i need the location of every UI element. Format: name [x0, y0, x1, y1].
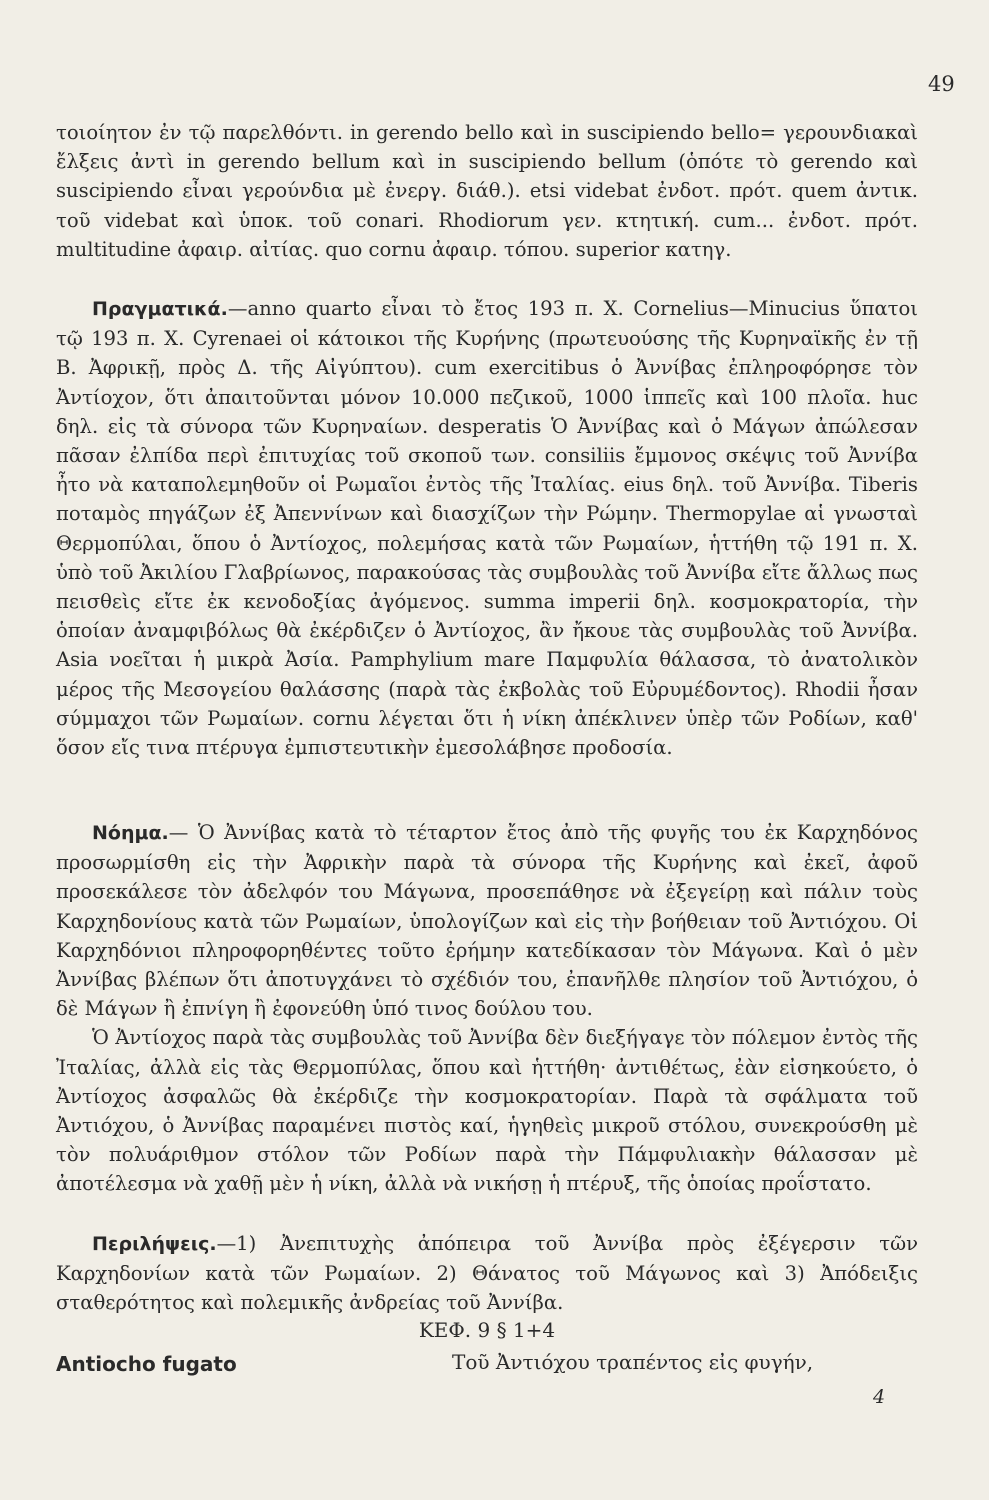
page-number: 49	[928, 72, 955, 96]
noima-text: — Ὁ Ἀννίβας κατὰ τὸ τέταρτον ἔτος ἀπὸ τῆς φυγῆς του ἐκ Καρχηδόνος προσωρμίσθη εἰς τὴν Ἀφρικὴν παρὰ τὰ σύνορα τῆς Κυρήνης καὶ ἐκεῖ, ἀφοῦ προσεκάλεσε τὸν ἀδελφόν του Μάγωνα, προσεπάθησε νὰ ἐξεγείρῃ καὶ πάλιν τοὺς Καρχηδονίους κατὰ τῶν Ρωμαίων, ὑπολογίζων καὶ εἰς τὴν βοήθειαν τοῦ Ἀντιόχου. Οἱ Καρχηδόνιοι πληροφορηθέντες τοῦτο ἐρήμην κατεδίκασαν τὸν Μάγωνα. Καὶ ὁ μὲν Ἀννίβας βλέπων ὅτι ἀποτυγχάνει τὸ σχέδιόν του, ἐπανῆλθε πλησίον τοῦ Ἀντιόχου, ὁ δὲ Μάγων ἢ ἐπνίγη ἢ ἐφονεύθη ὑπό τινος δούλου του.	[56, 821, 918, 1021]
noima-paragraph	[56, 818, 918, 1023]
perilipseis-paragraph	[56, 1229, 918, 1318]
signature-mark: 4	[873, 1386, 886, 1408]
pragmatika-paragraph	[56, 294, 918, 762]
greek-translation: Τοῦ Ἀντιόχου τραπέντος εἰς φυγήν,	[452, 1350, 814, 1374]
latin-lemma: Antiocho fugato	[56, 1352, 237, 1376]
noima-heading: Νόημα.	[92, 822, 169, 844]
pragmatika-heading: Πραγματικά.	[92, 298, 228, 320]
pragmatika-section	[56, 294, 918, 762]
noima-section	[56, 818, 918, 1199]
pragmatika-text: —anno quarto εἶναι τὸ ἔτος 193 π. Χ. Cornelius—Minucius ὕπατοι τῷ 193 π. Χ. Cyrenaei οἱ κάτοικοι τῆς Κυρήνης (πρωτευούσης τῆς Κυρηναϊκῆς ἐν τῇ Β. Ἀφρικῇ, πρὸς Δ. τῆς Αἰγύπτου). cum exercitibus ὁ Ἀννίβας ἐπληροφόρησε τὸν Ἀντίοχον, ὅτι ἀπαιτοῦνται μόνον 10.000 πεζικοῦ, 1000 ἱππεῖς καὶ 100 πλοῖα. huc δηλ. εἰς τὰ σύνορα τῶν Κυρηναίων. desperatis Ὁ Ἀννίβας καὶ ὁ Μάγων ἀπώλεσαν πᾶσαν ἐλπίδα περὶ ἐπιτυχίας τοῦ σκοποῦ των. consiliis ἔμμονος σκέψις τοῦ Ἀννίβα ἦτο νὰ καταπολεμηθοῦν οἱ Ρωμαῖοι ἐντὸς τῆς Ἰταλίας. eius δηλ. τοῦ Ἀννίβα. Tiberis ποταμὸς πηγάζων ἐξ Ἀπεννίνων καὶ διασχίζων τὴν Ρώμην. Thermopylae αἱ γνωσταὶ Θερμοπύλαι, ὅπου ὁ Ἀντίοχος, πολεμήσας κατὰ τῶν Ρωμαίων, ἡττήθη τῷ 191 π. Χ. ὑπὸ τοῦ Ἀκιλίου Γλαβρίωνος, παρακούσας τὰς συμβουλὰς τοῦ Ἀννίβα εἴτε ἄλλως πως πεισθεὶς εἴτε ἐκ κενοδοξίας ἀγόμενος. summa imperii δηλ. κοσμοκρατορία, τὴν ὁποίαν ἀναμφιβόλως θὰ ἐκέρδιζεν ὁ Ἀντίοχος, ἂν ἤκουε τὰς συμβουλὰς τοῦ Ἀννίβα. Asia νοεῖται ἡ μικρὰ Ἀσία. Pamphylium mare Παμφυλία θάλασσα, τὸ ἀνατολικὸν μέρος τῆς Μεσογείου θαλάσσης (παρὰ τὰς ἐκβολὰς τοῦ Εὐρυμέδοντος). Rhodii ἦσαν σύμμαχοι τῶν Ρωμαίων. cornu λέγεται ὅτι ἡ νίκη ἀπέκλινεν ὑπὲρ τῶν Ροδίων, καθ' ὅσον εἴς τινα πτέρυγα ἐμπιστευτικὴν ἐμεσολάβησε προδοσία.	[56, 297, 918, 760]
perilipseis-text: —1) Ἀνεπιτυχὴς ἀπόπειρα τοῦ Ἀννίβα πρὸς ἐξέγερσιν τῶν Καρχηδονίων κατὰ τῶν Ρωμαίων. 2) Θάνατος τοῦ Μάγωνος καὶ 3) Ἀπόδειξις σταθερότητος καὶ πολεμικῆς ἀνδρείας τοῦ Ἀννίβα.	[56, 1232, 918, 1315]
perilipseis-heading: Περιλήψεις.	[92, 1233, 217, 1255]
opening-paragraph	[56, 118, 918, 264]
chapter-heading: ΚΕΦ. 9 § 1+4	[418, 1318, 556, 1342]
opening-text: τοιοίητον ἐν τῷ παρελθόντι. in gerendo bello καὶ in suscipiendo bello= γερουνδιακαὶ ἔλξεις ἀντὶ in gerendo bellum καὶ in suscipiendo bellum (ὁπότε τὸ gerendo καὶ suscipiendo εἶναι γερούνδια μὲ ἐνεργ. διάθ.). etsi videbat ἐνδοτ. πρότ. quem ἀντικ. τοῦ videbat καὶ ὑποκ. τοῦ conari. Rhodiorum γεν. κτητική. cum... ἐνδοτ. πρότ. multitudine ἀφαιρ. αἰτίας. quo cornu ἀφαιρ. τόπου. superior κατηγ.	[56, 121, 918, 261]
noima-paragraph-2: Ὁ Ἀντίοχος παρὰ τὰς συμβουλὰς τοῦ Ἀννίβα δὲν διεξήγαγε τὸν πόλεμον ἐντὸς τῆς Ἰταλίας, ἀλλὰ εἰς τὰς Θερμοπύλας, ὅπου καὶ ἡττήθη· ἀντιθέτως, ἐὰν εἰσηκούετο, ὁ Ἀντίοχος ἀσφαλῶς θὰ ἐκέρδιζε τὴν κοσμοκρατορίαν. Παρὰ τὰ σφάλματα τοῦ Ἀντιόχου, ὁ Ἀννίβας παραμένει πιστὸς καί, ἡγηθεὶς μικροῦ στόλου, συνεκρούσθη μὲ τὸν πολυάριθμον στόλον τῶν Ροδίων παρὰ τὴν Πάμφυλιακὴν θάλασσαν μὲ ἀποτέλεσμα νὰ χαθῇ μὲν ἡ νίκη, ἀλλὰ νὰ νικήσῃ ἡ πτέρυξ, τῆς ὁποίας προΐστατο.	[56, 1026, 918, 1196]
perilipseis-section	[56, 1229, 918, 1318]
